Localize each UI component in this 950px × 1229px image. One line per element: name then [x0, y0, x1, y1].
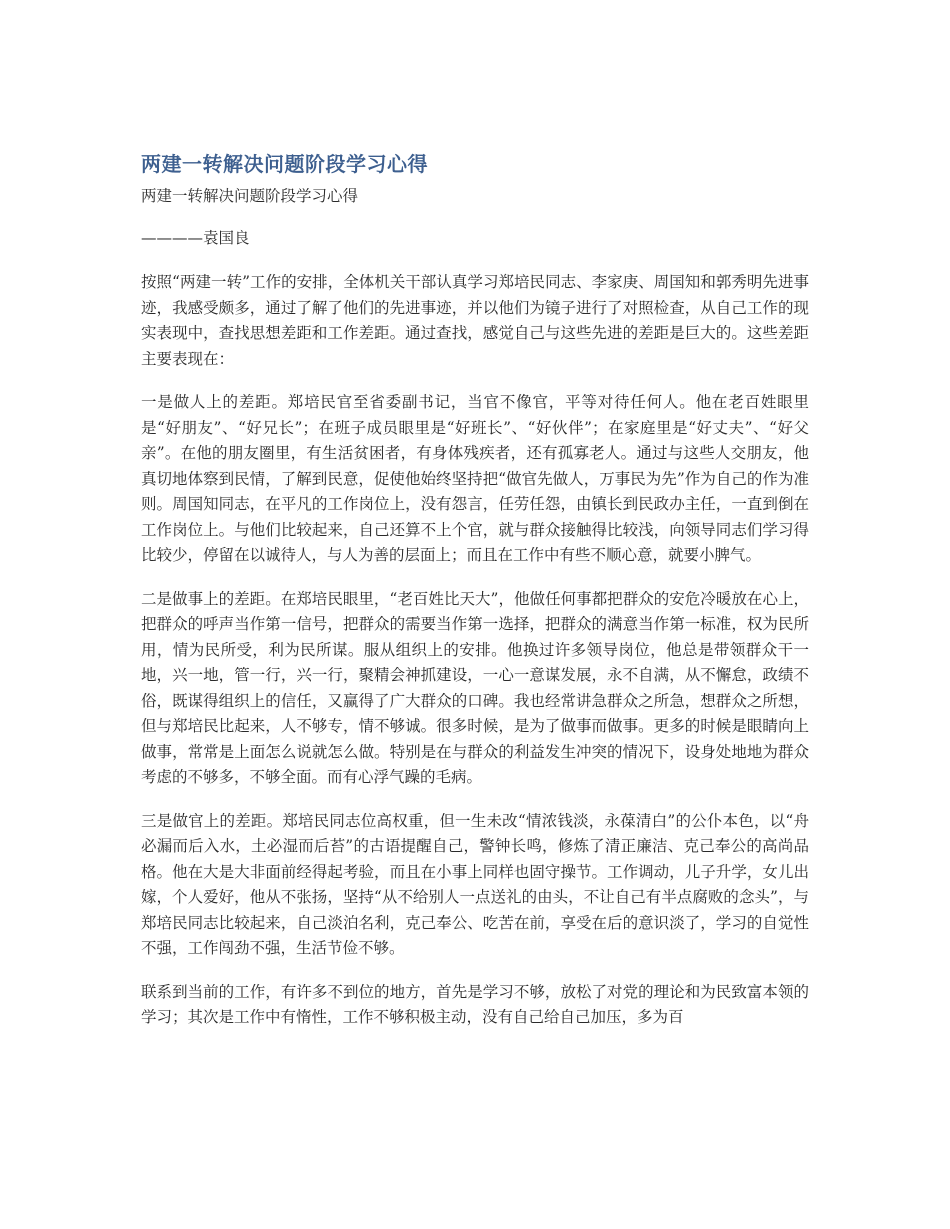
paragraph-official-gap: 三是做官上的差距。郑培民同志位高权重，但一生未改“情浓钱淡，永葆清白”的公仆本色，以“舟必漏而后入水，土必湿而后苔”的古语提醒自己，警钟长鸣，修炼了清正廉洁、克己奉公的高尚品格。他在大是大非面前经得起考验，而且在小事上同样也固守操节。工作调动，儿子升学，女儿出嫁，个人爱好，他从不张扬，坚持“从不给别人一点送礼的由头，不让自己有半点腐败的念头”，与郑培民同志比较起来，自己淡泊名利，克己奉公、吃苦在前，享受在后的意识淡了，学习的自觉性不强，工作闯劲不强，生活节俭不够。 [141, 811, 809, 957]
paragraph-current-work: 联系到当前的工作，有许多不到位的地方，首先是学习不够，放松了对党的理论和为民致富本领的学习；其次是工作中有惰性，工作不够积极主动，没有自己给自己加压，多为百 [141, 982, 809, 1026]
paragraph-work-gap: 二是做事上的差距。在郑培民眼里，“老百姓比天大”，他做任何事都把群众的安危冷暖放在心上，把群众的呼声当作第一信号，把群众的需要当作第一选择，把群众的满意当作第一标准，权为民所用，情为民所受，利为民所谋。服从组织上的安排。他换过许多领导岗位，他总是带领群众干一地，兴一地，管一行，兴一行，聚精会神抓建设，一心一意谋发展，永不自满，从不懈怠，政绩不俗，既谋得组织上的信任，又赢得了广大群众的口碑。我也经常讲急群众之所急，想群众之所想，但与郑培民比起来，人不够专，情不够诚。很多时候，是为了做事而做事。更多的时候是眼睛向上做事，常常是上面怎么说就怎么做。特别是在与群众的利益发生冲突的情况下，设身处地地为群众考虑的不够多，不够全面。而有心浮气躁的毛病。 [141, 589, 809, 786]
document-title: 两建一转解决问题阶段学习心得 [141, 152, 428, 176]
paragraph-conduct-gap: 一是做人上的差距。郑培民官至省委副书记，当官不像官，平等对待任何人。他在老百姓眼里是“好朋友”、“好兄长”；在班子成员眼里是“好班长”、“好伙伴”；在家庭里是“好丈夫”、“好父亲”。在他的朋友圈里，有生活贫困者，有身体残疾者，还有孤寡老人。通过与这些人交朋友，他真切地体察到民情，了解到民意，促使他始终坚持把“做官先做人，万事民为先”作为自己的作为准则。周国知同志，在平凡的工作岗位上，没有怨言，任劳任怨，由镇长到民政办主任，一直到倒在工作岗位上。与他们比较起来，自己还算不上个官，就与群众接触得比较浅，向领导同志们学习得比较少，停留在以诚待人，与人为善的层面上；而且在工作中有些不顺心意，就要小脾气。 [141, 393, 809, 564]
document-page [141, 150, 809, 1031]
document-subtitle: 两建一转解决问题阶段学习心得 [141, 187, 359, 205]
paragraph-intro: 按照“两建一转”工作的安排，全体机关干部认真学习郑培民同志、李家庚、周国知和郭秀明先进事迹，我感受颇多，通过了解了他们的先进事迹，并以他们为镜子进行了对照检查，从自己工作的现实表现中，查找思想差距和工作差距。通过查找，感觉自己与这些先进的差距是巨大的。这些差距主要表现在： [141, 273, 809, 368]
author-line: ————袁国良 [141, 229, 250, 247]
